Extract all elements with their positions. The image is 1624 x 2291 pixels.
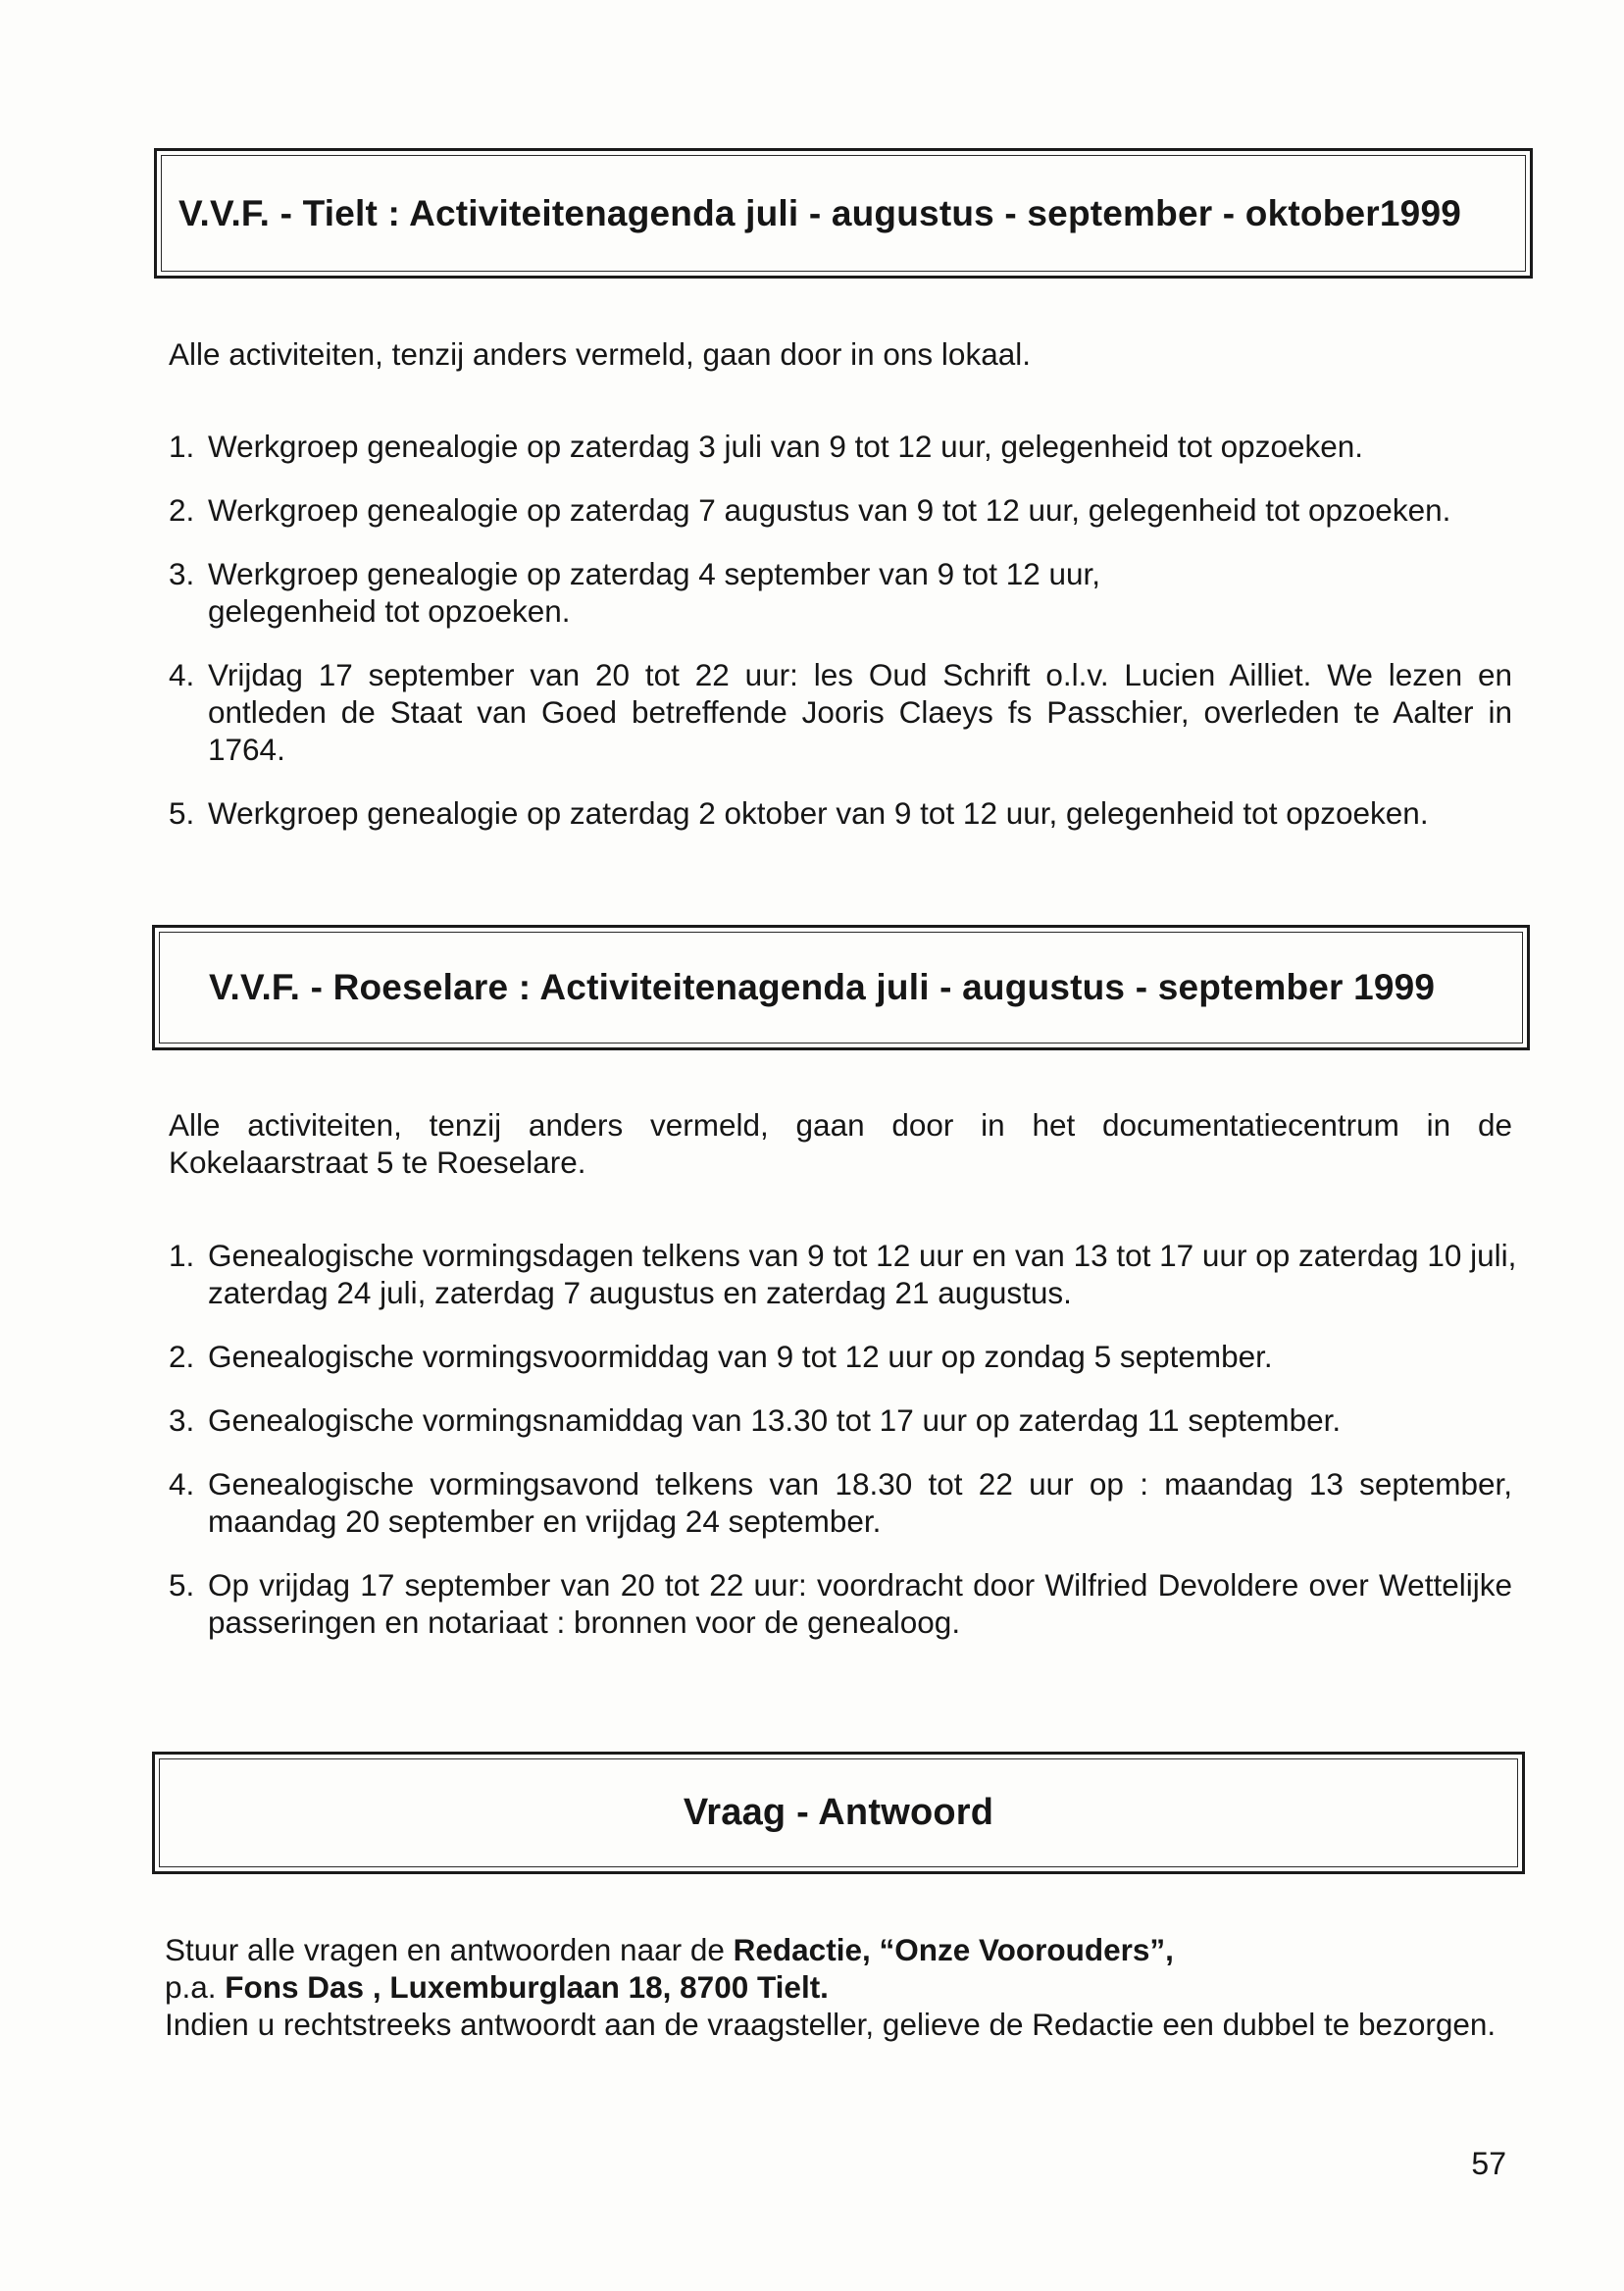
roeselare-title: V.V.F. - Roeselare : Activiteitenagenda juli - augustus - september 1999 bbox=[209, 967, 1436, 1007]
tielt-activity-list bbox=[169, 428, 1512, 832]
tielt-intro: Alle activiteiten, tenzij anders vermeld, gaan door in ons lokaal. bbox=[169, 336, 1031, 372]
roeselare-item-2: 2. Genealogische vormingsvoormiddag van 9 tot 12 uur op zondag 5 september. bbox=[169, 1339, 1273, 1374]
tielt-item-2: 2. Werkgroep genealogie op zaterdag 7 augustus van 9 tot 12 uur, gelegenheid tot opzoeken. bbox=[169, 492, 1451, 528]
vraag-title-box bbox=[152, 1752, 1525, 1874]
tielt-title-box bbox=[154, 148, 1533, 279]
page-number: 57 bbox=[1471, 2146, 1506, 2181]
vraag-body bbox=[165, 1931, 1512, 2043]
tielt-title: V.V.F. - Tielt : Activiteitenagenda juli - augustus - september - oktober1999 bbox=[178, 192, 1461, 233]
roeselare-item-3: 3. Genealogische vormingsnamiddag van 13.30 tot 17 uur op zaterdag 11 september. bbox=[169, 1402, 1342, 1438]
roeselare-item-4: 4. Genealogische vormingsavond telkens van 18.30 tot 22 uur op : maandag 13 september, maandag 20 september en vrijdag 24 september. bbox=[169, 1466, 1512, 1539]
vraag-title: Vraag - Antwoord bbox=[683, 1792, 994, 1833]
vraag-line-1: Stuur alle vragen en antwoorden naar de Redactie, “Onze Voorouders”, bbox=[165, 1932, 1174, 1967]
tielt-item-4: 4. Vrijdag 17 september van 20 tot 22 uur: les Oud Schrift o.l.v. Lucien Ailliet. We lezen en ontleden de Staat van Goed betreffende Jooris Claeys fs Passchier, overleden te Aalter in 1764. bbox=[169, 657, 1512, 767]
tielt-item-1: 1. Werkgroep genealogie op zaterdag 3 juli van 9 tot 12 uur, gelegenheid tot opzoeken. bbox=[169, 429, 1364, 464]
roeselare-activity-list bbox=[169, 1237, 1517, 1641]
roeselare-intro: Alle activiteiten, tenzij anders vermeld, gaan door in het documentatiecentrum in de Kokelaarstraat 5 te Roeselare. bbox=[169, 1107, 1512, 1180]
roeselare-item-5: 5. Op vrijdag 17 september van 20 tot 22 uur: voordracht door Wilfried Devoldere over Wettelijke passeringen en notariaat : bronnen voor de genealoog. bbox=[169, 1567, 1512, 1640]
roeselare-title-box bbox=[152, 925, 1530, 1050]
vraag-line-3: Indien u rechtstreeks antwoordt aan de vraagsteller, gelieve de Redactie een dubbel te bezorgen. bbox=[165, 2007, 1497, 2042]
vraag-line-2: p.a. Fons Das , Luxemburglaan 18, 8700 Tielt. bbox=[165, 1969, 829, 2005]
tielt-item-3: 3. Werkgroep genealogie op zaterdag 4 september van 9 tot 12 uur, gelegenheid tot opzoeken. bbox=[169, 556, 1101, 629]
roeselare-item-1: 1. Genealogische vormingsdagen telkens van 9 tot 12 uur en van 13 tot 17 uur op zaterdag 10 juli, zaterdag 24 juli, zaterdag 7 augustus en zaterdag 21 augustus. bbox=[169, 1238, 1517, 1310]
tielt-item-5: 5. Werkgroep genealogie op zaterdag 2 oktober van 9 tot 12 uur, gelegenheid tot opzoeken. bbox=[169, 795, 1429, 831]
